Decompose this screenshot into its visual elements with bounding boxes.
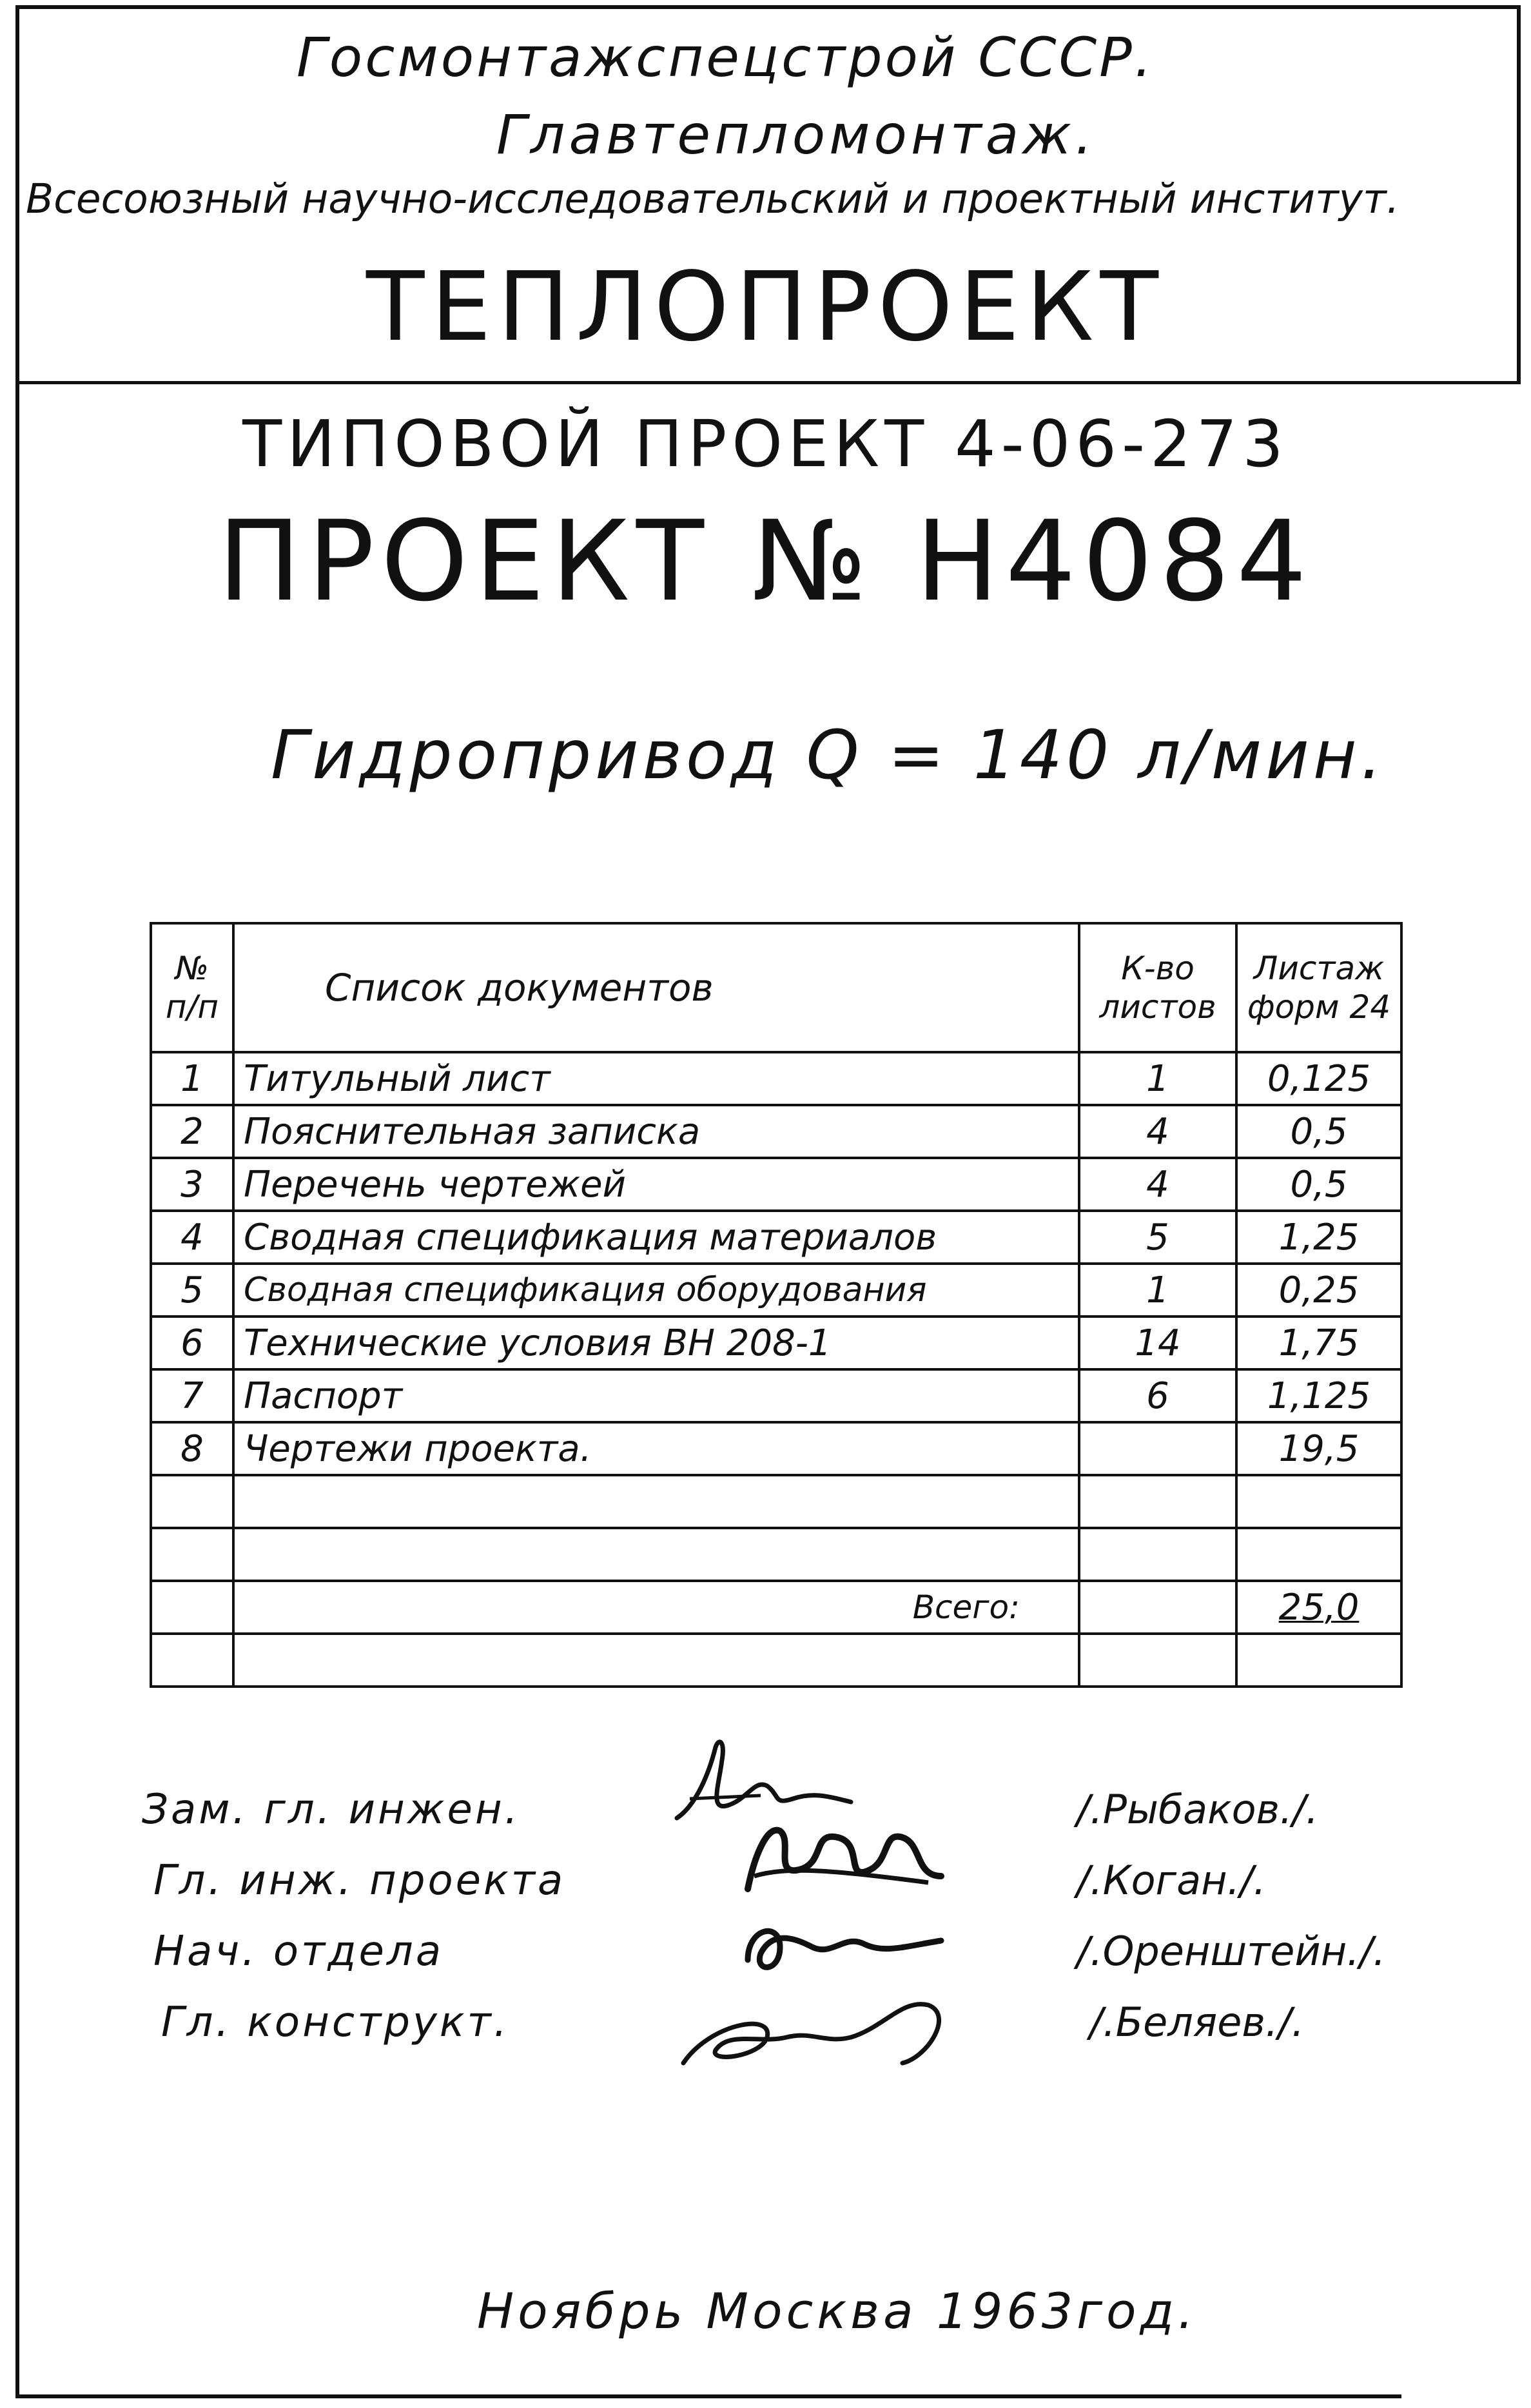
row-sheets: 5 (1079, 1211, 1236, 1264)
table-row (151, 1264, 1401, 1317)
table-row (151, 1105, 1401, 1158)
row-num: 1 (151, 1052, 233, 1105)
institute-line: Всесоюзный научно-исследовательский и проектный институт. (26, 175, 1399, 222)
signature-role: Гл. конструкт. (161, 1999, 510, 2046)
header-num: № п/п (151, 923, 233, 1052)
table-row-empty (151, 1528, 1401, 1581)
handwritten-signature-3 (735, 1902, 954, 1986)
project-subject: Гидропривод Q = 140 л/мин. (271, 716, 1386, 794)
table-row (151, 1317, 1401, 1369)
row-format: 19,5 (1236, 1422, 1401, 1475)
table-total-row (151, 1581, 1401, 1634)
row-sheets: 14 (1079, 1317, 1236, 1369)
row-title: Сводная спецификация материалов (233, 1211, 1079, 1264)
table-row (151, 1211, 1401, 1264)
row-num: 3 (151, 1158, 233, 1211)
row-format: 1,75 (1236, 1317, 1401, 1369)
table-row (151, 1369, 1401, 1422)
table-row-empty (151, 1634, 1401, 1687)
table-header-row (151, 923, 1401, 1052)
signature-name: /.Коган./. (1077, 1857, 1266, 1904)
row-num: 6 (151, 1317, 233, 1369)
row-format: 0,125 (1236, 1052, 1401, 1105)
empty-cell (233, 1475, 1079, 1528)
empty-cell (1236, 1528, 1401, 1581)
row-sheets: 1 (1079, 1264, 1236, 1317)
empty-cell (1079, 1475, 1236, 1528)
table-row (151, 1422, 1401, 1475)
empty-cell (151, 1581, 233, 1634)
row-title: Сводная спецификация оборудования (233, 1264, 1079, 1317)
handwritten-signature-4 (670, 1986, 980, 2082)
org-line-2: Главтепломонтаж. (496, 103, 1097, 166)
row-format: 1,125 (1236, 1369, 1401, 1422)
header-title: Список документов (233, 923, 1079, 1052)
row-format: 0,25 (1236, 1264, 1401, 1317)
empty-cell (1236, 1475, 1401, 1528)
table-row (151, 1158, 1401, 1211)
row-sheets (1079, 1422, 1236, 1475)
org-line-1: Госмонтажспецстрой СССР. (297, 26, 1155, 89)
row-format: 0,5 (1236, 1158, 1401, 1211)
empty-cell (233, 1634, 1079, 1687)
row-title: Технические условия ВН 208-1 (233, 1317, 1079, 1369)
row-num: 4 (151, 1211, 233, 1264)
signature-name: /.Рыбаков./. (1077, 1786, 1319, 1833)
left-border (15, 380, 19, 2398)
signature-role: Нач. отдела (153, 1928, 444, 1975)
row-num: 5 (151, 1264, 233, 1317)
row-title: Перечень чертежей (233, 1158, 1079, 1211)
handwritten-signature-2 (735, 1805, 954, 1902)
row-format: 1,25 (1236, 1211, 1401, 1264)
empty-cell (1236, 1634, 1401, 1687)
signature-role: Гл. инж. проекта (153, 1857, 566, 1904)
footer-date-place: Ноябрь Москва 1963год. (477, 2282, 1198, 2340)
empty-cell (151, 1528, 233, 1581)
table-row (151, 1052, 1401, 1105)
empty-cell (1079, 1581, 1236, 1634)
signature-name: /.Беляев./. (1089, 1999, 1305, 2046)
typical-project: ТИПОВОЙ ПРОЕКТ 4-06-273 (242, 406, 1289, 482)
documents-table (150, 922, 1403, 1688)
header-sheets: К-во листов (1079, 923, 1236, 1052)
row-sheets: 1 (1079, 1052, 1236, 1105)
project-number: ПРОЕКТ № Н4084 (217, 496, 1314, 626)
signature-role: Зам. гл. инжен. (142, 1786, 521, 1834)
total-label: Всего: (233, 1581, 1079, 1634)
empty-cell (1079, 1634, 1236, 1687)
row-sheets: 6 (1079, 1369, 1236, 1422)
bottom-border (15, 2394, 1401, 2398)
row-num: 8 (151, 1422, 233, 1475)
empty-cell (1079, 1528, 1236, 1581)
row-title: Титульный лист (233, 1052, 1079, 1105)
empty-cell (233, 1528, 1079, 1581)
empty-cell (151, 1634, 233, 1687)
row-title: Паспорт (233, 1369, 1079, 1422)
row-sheets: 4 (1079, 1105, 1236, 1158)
row-format: 0,5 (1236, 1105, 1401, 1158)
header-format: Листаж форм 24 (1236, 923, 1401, 1052)
row-sheets: 4 (1079, 1158, 1236, 1211)
total-value: 25,0 (1236, 1581, 1401, 1634)
signature-name: /.Оренштейн./. (1077, 1928, 1386, 1975)
empty-cell (151, 1475, 233, 1528)
row-num: 2 (151, 1105, 233, 1158)
row-title: Чертежи проекта. (233, 1422, 1079, 1475)
institute-name: ТЕПЛОПРОЕКТ (366, 251, 1165, 362)
table-row-empty (151, 1475, 1401, 1528)
row-num: 7 (151, 1369, 233, 1422)
row-title: Пояснительная записка (233, 1105, 1079, 1158)
